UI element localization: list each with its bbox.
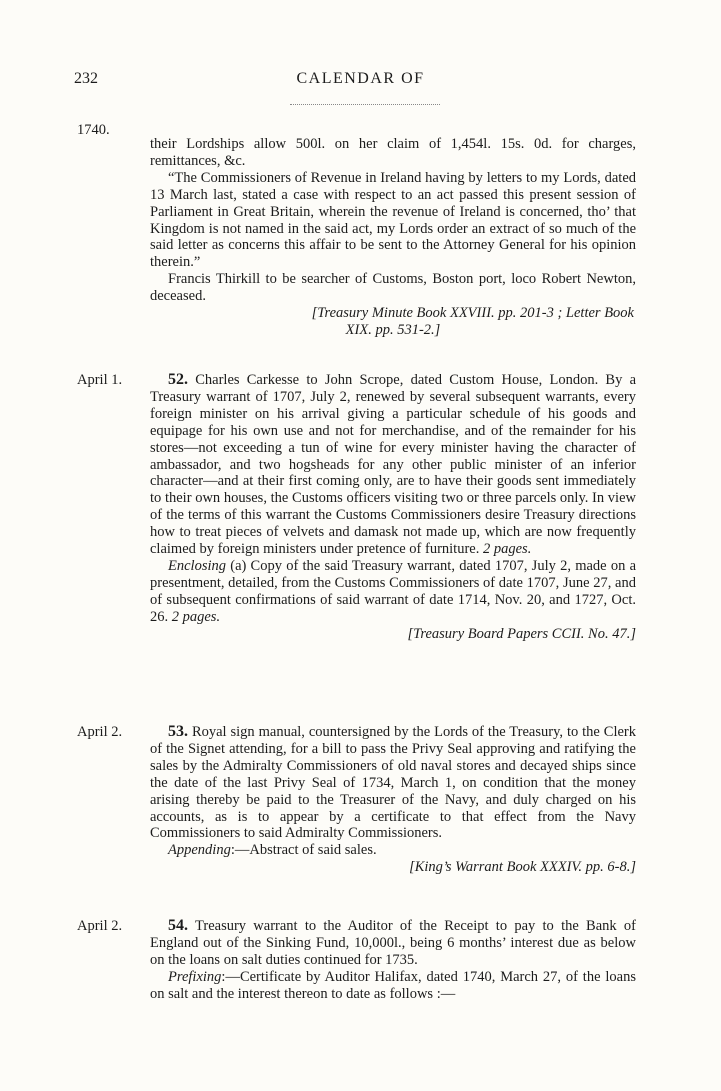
appendix	[150, 842, 636, 859]
enclosure	[150, 558, 636, 626]
prefix	[150, 969, 636, 1003]
page-count: 2 pages.	[482, 541, 532, 558]
paragraph	[150, 918, 636, 969]
paragraph: “The Commissioners of Revenue in Ireland having by letters to my Lords, dated 13 March last, stated a case with respect to an act passed this present session of Parliament in Great Britain, wherein the revenue of Ireland is concerned, tho’ that Kingdom is not named in the said act, my Lords order an extract of so much of the said letter as concerns this affair to be sent to the Attorney General for his opinion therein.”	[150, 169, 636, 271]
paragraph: Francis Thirkill to be searcher of Customs, Boston port, loco Robert Newton, deceased.	[150, 271, 636, 305]
entry-text	[150, 918, 636, 1003]
header-rule	[290, 104, 440, 105]
entry-number: 53.	[168, 723, 188, 740]
paragraph	[150, 724, 636, 842]
entry-number: 52.	[168, 371, 188, 388]
entry-text	[150, 136, 636, 339]
prefixing-text: :—Certificate by Auditor Halifax, dated 1740, March 27, of the loans on salt and the interest thereon to date as follows :—	[150, 968, 636, 1002]
entry-body: Treasury warrant to the Auditor of the Receipt to pay to the Bank of England out of the Sinking Fund, 10,000l., being 6 months’ interest due as below on the loans on salt duties continued for 1735.	[150, 918, 636, 968]
entry-text	[150, 724, 636, 876]
paragraph	[150, 372, 636, 558]
entry-date: April 2.	[77, 724, 123, 740]
paragraph: their Lordships allow 500l. on her claim of 1,454l. 15s. 0d. for charges, remittances, &c.	[150, 136, 636, 169]
running-title: CALENDAR OF	[296, 70, 425, 87]
page-header	[0, 70, 721, 94]
entry-number: 54.	[168, 917, 188, 934]
entry-text	[150, 372, 636, 643]
appending-label: Appending	[168, 842, 231, 859]
enclosing-label: Enclosing	[168, 557, 226, 574]
enclosing-text: (a) Copy of the said Treasury warrant, dated 1707, July 2, made on a presentment, detailed, from the Customs Commissioners of date 1707, June 27, and of subsequent confirmations of said warrant of date 1714, Nov. 20, and 1727, Oct. 26.	[150, 557, 636, 625]
entry-date: April 2.	[77, 918, 123, 934]
reference-line: [Treasury Minute Book XXVIII. pp. 201-3 ; Letter Book	[311, 305, 634, 322]
appending-text: :—Abstract of said sales.	[230, 842, 377, 859]
entry-date: April 1.	[77, 372, 123, 388]
reference-line: [King’s Warrant Book XXXIV. pp. 6-8.]	[409, 859, 636, 876]
page-count: 2 pages.	[171, 608, 221, 625]
entry-body: Royal sign manual, countersigned by the Lords of the Treasury, to the Clerk of the Signet attending, for a bill to pass the Privy Seal approving and ratifying the sales by the Admiralty Commissioners of old naval stores and decayed ships since the date of the last Privy Seal of 1734, March 1, on condition that the money arising thereby be paid to the Treasurer of the Navy, and duly charged on his accounts, as is to appear by a certificate to that effect from the Navy Commissioners to said Admiralty Commissioners.	[150, 724, 637, 842]
prefixing-label: Prefixing	[168, 968, 222, 985]
entry-body: Charles Carkesse to John Scrope, dated Custom House, London. By a Treasury warrant of 1707, July 2, renewed by several subsequent warrants, every foreign minister on his arrival giving a particular schedule of his goods and equipage for his own use and not for merchandise, and of the remainder for his stores—not exceeding a tun of wine for every minister having the character of ambassador, and two hogsheads for any other public minister of an inferior character—and at their first coming only, are to have their goods sent immediately to their own houses, the Customs officers visiting two or three parcels only. In view of the terms of this warrant the Customs Commissioners desire Treasury directions how to treat pieces of velvets and damask not made up, which are now frequently claimed by foreign ministers under pretence of furniture.	[150, 372, 637, 558]
reference-line: XIX. pp. 531-2.]	[345, 321, 441, 338]
year-marker: 1740.	[77, 122, 110, 138]
reference-line: [Treasury Board Papers CCII. No. 47.]	[407, 625, 636, 642]
page-number: 232	[74, 70, 98, 87]
